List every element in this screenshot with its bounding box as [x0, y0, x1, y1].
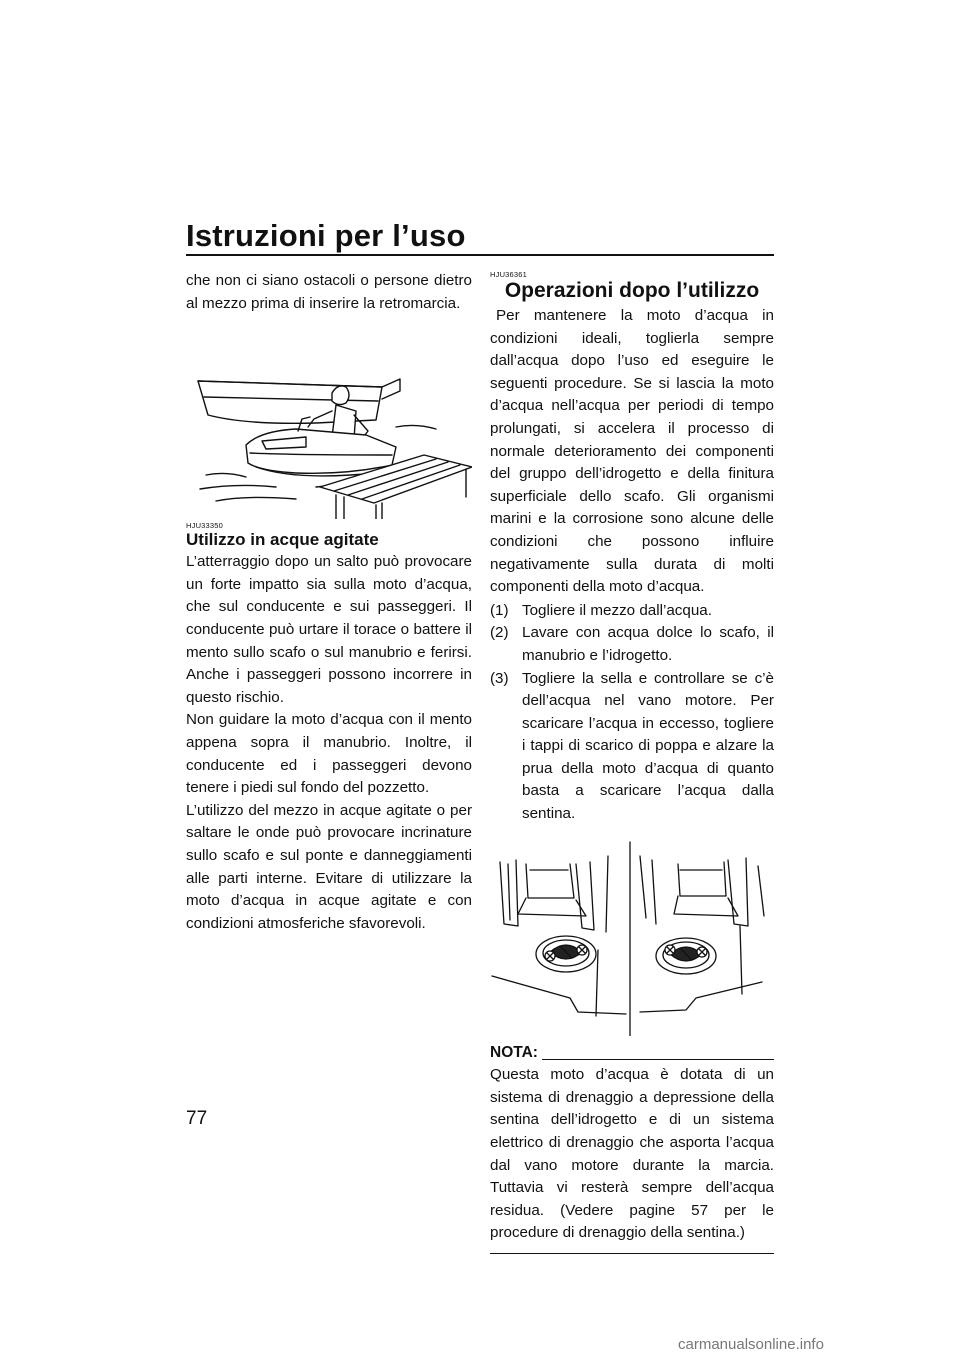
right-column	[490, 270, 774, 1254]
section-heading-rough-water: Utilizzo in acque agitate	[186, 530, 379, 550]
header-rule	[186, 254, 774, 256]
step-number: (3)	[490, 669, 509, 687]
paragraph-3: L’utilizzo del mezzo in acque agitate o per saltare le onde può provocare incrinature sullo scafo e sul ponte e danneggiamenti alle parti interne. Evitare di utilizzare la moto d’acqua in acque agitate e con condizioni atmosferiche sfavorevoli.	[186, 801, 472, 932]
step-text: Lavare con acqua dolce lo scafo, il manubrio e l’idrogetto.	[522, 624, 774, 664]
step-item	[490, 668, 774, 826]
section-heading-after-use: Operazioni dopo l’utilizzo	[504, 279, 760, 302]
after-use-intro: Per mantenere la moto d’acqua in condizioni ideali, toglierla sempre dall’acqua dopo l’uso ed eseguire le seguenti procedure. Se si lascia la moto d’acqua nell’acqua per periodi di tempo prolungati, si accelera il processo di normale deterioramento dei componenti del gruppo dell’idrogetto e della finitura superficiale dello scafo. Gli organismi marini e la corrosione sono alcune delle condizioni che possono influire negativamente sulla durata di molti componenti della moto d’acqua.	[490, 307, 774, 596]
note-header	[490, 1042, 774, 1065]
step-item	[490, 600, 774, 623]
step-number: (1)	[490, 601, 509, 619]
procedure-steps	[490, 600, 774, 826]
step-text: Togliere la sella e controllare se c’è dell’acqua nel vano motore. Per scaricare l’acqua in eccesso, togliere i tappi di scarico di poppa e alzare la prua della moto d’acqua di quanto basta a scaricare l’acqua dalla sentina.	[522, 669, 774, 823]
note-label: NOTA:	[490, 1043, 538, 1061]
watermark: carmanualsonline.info	[678, 1336, 824, 1353]
step-text: Togliere il mezzo dall’acqua.	[522, 601, 712, 619]
paragraph-1: L’atterraggio dopo un salto può provocare un forte impatto sia sulla moto d’acqua, che sul conducente e sui passeggeri. Il conducente può urtare il torace o battere il mento sullo scafo o sul manubrio e ferirsi. Anche i passeggeri possono incorrere in questo rischio.	[186, 553, 472, 706]
note-end-rule	[490, 1253, 774, 1254]
paragraph-2: Non guidare la moto d’acqua con il mento appena sopra il manubrio. Inoltre, il conducente ed i passeggeri devono tenere i piedi sul fondo del pozzetto.	[186, 711, 472, 797]
drain-plug-illustration	[490, 840, 774, 1036]
page-number: 77	[186, 1108, 208, 1129]
section-code: HJU36361	[490, 270, 528, 279]
left-column	[186, 270, 472, 935]
step-item	[490, 622, 774, 667]
note-rule	[542, 1059, 774, 1060]
step-number: (2)	[490, 624, 509, 642]
page-header-title: Istruzioni per l’uso	[186, 218, 466, 253]
note-text: Questa moto d’acqua è dotata di un sistema di drenaggio a depressione della sentina dell’idrogetto e di un sistema elettrico di drenaggio che asporta l’acqua dal vano motore durante la marcia. Tuttavia vi resterà sempre dell’acqua residua. (Vedere pagine 57 per le procedure di drenaggio della sentina.)	[490, 1066, 774, 1242]
section-code: HJU33350	[186, 521, 224, 531]
continued-paragraph: che non ci siano ostacoli o persone dietro al mezzo prima di inserire la retromarcia.	[186, 272, 472, 312]
jetski-reversing-illustration	[186, 327, 472, 519]
